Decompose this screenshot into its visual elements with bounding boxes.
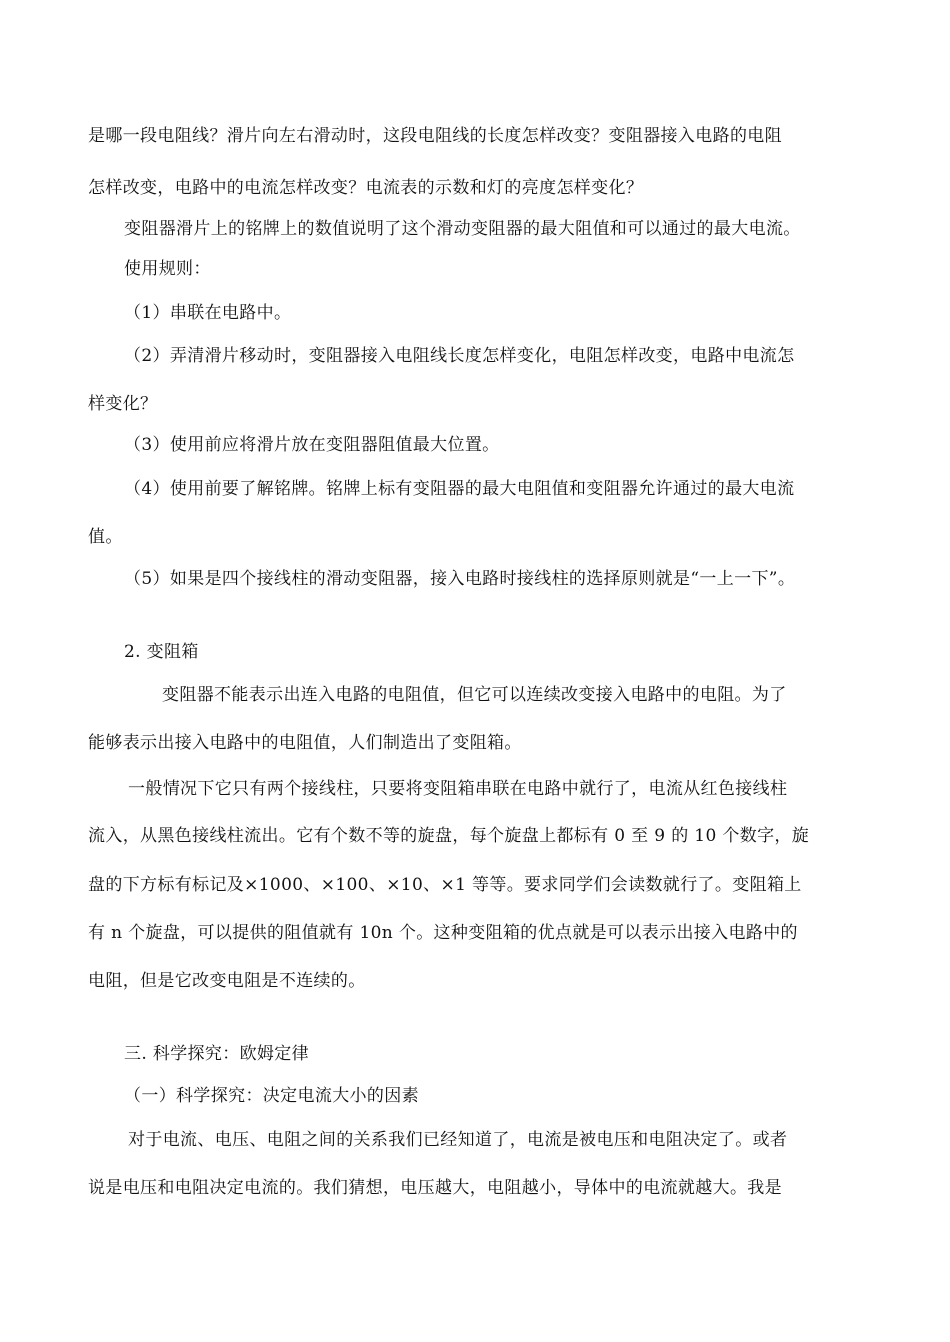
list-item: （4）使用前要了解铭牌。铭牌上标有变阻器的最大电阻值和变阻器允许通过的最大电流 [124,479,795,499]
text-line: 电阻，但是它改变电阻是不连续的。 [88,971,366,991]
text-line: 值。 [88,527,123,547]
text-line: 有 n 个旋盘，可以提供的阻值就有 10n 个。这种变阻箱的优点就是可以表示出接入电路中的 [88,923,798,943]
text-line: 一般情况下它只有两个接线柱，只要将变阻箱串联在电路中就行了，电流从红色接线柱 [128,779,788,799]
list-item: （2）弄清滑片移动时，变阻器接入电阻线长度怎样变化，电阻怎样改变，电路中电流怎 [124,346,795,366]
text-line: 是哪一段电阻线？滑片向左右滑动时，这段电阻线的长度怎样改变？变阻器接入电路的电阻 [88,126,782,146]
list-item: （1）串联在电路中。 [124,303,292,323]
text-line: 样变化？ [88,394,158,414]
section-heading: 三. 科学探究：欧姆定律 [124,1044,310,1064]
text-line: 说是电压和电阻决定电流的。我们猜想，电压越大，电阻越小，导体中的电流就越大。我是 [88,1178,782,1198]
text-line: 盘的下方标有标记及×1000、×100、×10、×1 等等。要求同学们会读数就行了。变阻箱上 [88,875,802,895]
subsection-heading: （一）科学探究：决定电流大小的因素 [124,1086,419,1106]
text-line: 能够表示出接入电路中的电阻值，人们制造出了变阻箱。 [88,733,522,753]
text-line: 变阻器不能表示出连入电路的电阻值，但它可以连续改变接入电路中的电阻。为了 [162,685,787,705]
text-line: 使用规则： [124,259,211,279]
text-line: 对于电流、电压、电阻之间的关系我们已经知道了，电流是被电压和电阻决定了。或者 [128,1130,788,1150]
text-line: 变阻器滑片上的铭牌上的数值说明了这个滑动变阻器的最大阻值和可以通过的最大电流。 [124,219,801,239]
text-line: 流入，从黑色接线柱流出。它有个数不等的旋盘，每个旋盘上都标有 0 至 9 的 10 个数字，旋 [88,826,810,846]
text-line: 怎样改变，电路中的电流怎样改变？电流表的示数和灯的亮度怎样变化？ [88,178,644,198]
list-item: （5）如果是四个接线柱的滑动变阻器，接入电路时接线柱的选择原则就是“一上一下”。 [124,569,796,589]
list-item: （3）使用前应将滑片放在变阻器阻值最大位置。 [124,435,500,455]
section-heading: 2. 变阻箱 [124,642,199,662]
